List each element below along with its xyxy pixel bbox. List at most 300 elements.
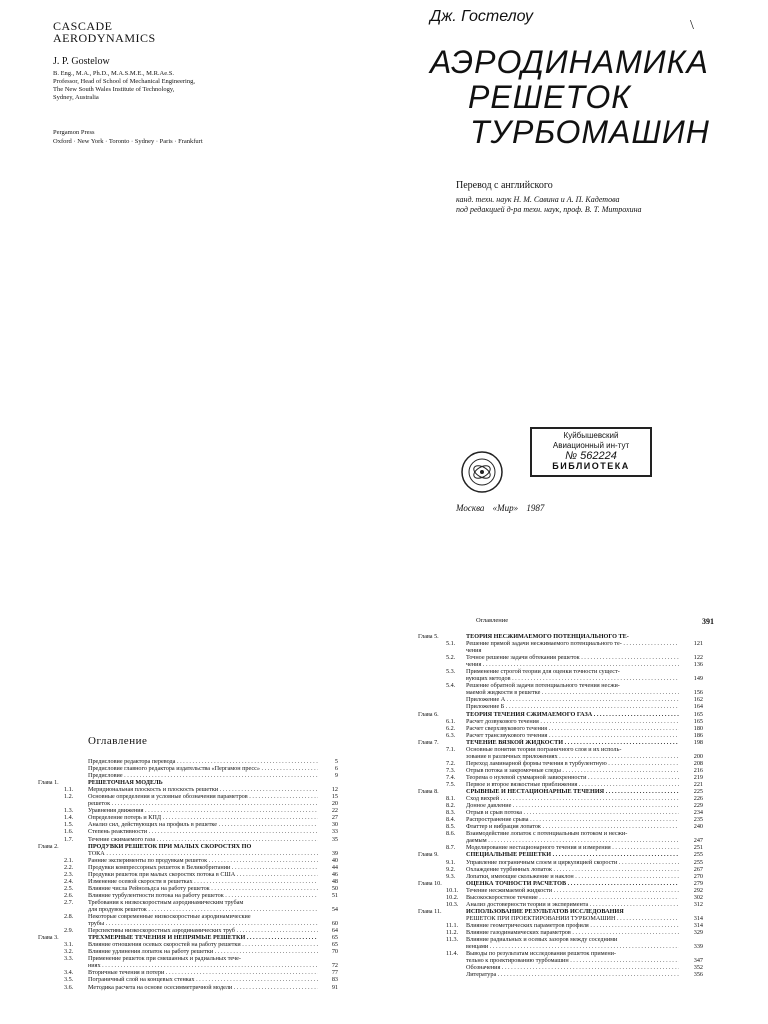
toc-entry-title: ТЕОРИЯ ТЕЧЕНИЯ СЖИМАЕМОГО ГАЗА . . . — [466, 711, 679, 718]
toc-section-number: 3.2. — [64, 948, 74, 956]
toc-page-number: 165 — [693, 710, 703, 718]
toc-entry — [418, 901, 703, 908]
toc-section-number — [64, 772, 88, 779]
toc-chapter-label — [38, 828, 64, 835]
toc-page-number — [318, 955, 338, 962]
toc-left-list — [38, 758, 338, 991]
toc-page-number: 314 — [693, 914, 703, 922]
russian-title-line2: РЕШЕТОК — [468, 79, 632, 115]
toc-entry-title: РЕШЕТОК ПРИ ПРОЕКТИРОВАНИИ ТУРБОМАШИН . . . — [466, 915, 679, 922]
toc-entry-title: ТЕОРИЯ НЕСЖИМАЕМОГО ПОТЕНЦИАЛЬНОГО ТЕ- — [466, 633, 629, 640]
toc-section-number — [446, 851, 466, 858]
toc-page-number: 226 — [693, 795, 703, 803]
toc-chapter-label — [418, 901, 446, 908]
toc-section-number — [446, 915, 466, 922]
toc-chapter-label — [38, 765, 64, 772]
toc-entry-title: ниях . . . — [88, 962, 318, 969]
toc-page-number: 12 — [331, 786, 338, 794]
toc-chapter-label — [418, 929, 446, 936]
toc-entry-title: Пограничный слой на концевых стенках . . . — [88, 976, 318, 983]
toc-page-number — [318, 843, 338, 850]
toc-entry-title: зование в различных приложениях . . . — [466, 753, 679, 760]
stamp-number: № 562224 — [565, 450, 617, 462]
toc-section-number — [446, 971, 466, 978]
toc-chapter-label — [418, 957, 446, 964]
russian-title-line1: АЭРОДИНАМИКА — [430, 44, 709, 80]
toc-section-number: 2.4. — [64, 877, 74, 885]
toc-page-number: 50 — [331, 884, 338, 892]
toc-page-number: 72 — [331, 962, 338, 970]
publisher-name: Pergamon Press — [53, 129, 95, 136]
toc-entry-title: Применение строгой теории для оценки точности сущест- — [466, 668, 620, 676]
toc-entry — [418, 774, 703, 781]
toc-entry — [38, 920, 338, 927]
toc-section-number: 6.2. — [446, 724, 456, 732]
toc-entry — [38, 836, 338, 843]
toc-section-number: 11.4. — [446, 950, 459, 958]
toc-section-number — [64, 800, 88, 807]
toc-entry-title: Ранние эксперименты по продувкам решеток . . . — [88, 857, 318, 864]
toc-entry — [38, 948, 338, 955]
toc-page-number: 15 — [331, 793, 338, 801]
toc-chapter-label — [38, 786, 64, 793]
toc-page-number — [679, 647, 703, 654]
imprint-publisher: «Мир» — [492, 503, 519, 513]
toc-entry-title: Влияние числа Рейнольдса на работу решеток . . . — [88, 885, 318, 892]
toc-chapter-label: Глава 3. — [38, 934, 59, 942]
toc-entry — [418, 851, 703, 858]
toc-chapter-label — [418, 725, 446, 732]
toc-entry-title: Продувки компрессорных решеток в Великобритании . . . — [88, 864, 318, 871]
toc-entry-title: Сход вихрей . . . — [466, 795, 679, 802]
toc-chapter-label — [418, 859, 446, 866]
toc-chapter-label — [418, 795, 446, 802]
toc-page-number: 27 — [331, 814, 338, 822]
toc-section-number — [64, 906, 88, 913]
toc-page-number: 329 — [693, 928, 703, 936]
toc-chapter-label: Глава 11. — [418, 907, 442, 915]
toc-entry-title: Отрыв потока и закромочные следы . . . — [466, 767, 679, 774]
toc-section-number — [446, 739, 466, 746]
toc-entry — [38, 800, 338, 807]
toc-section-number: 11.2. — [446, 928, 459, 936]
toc-chapter-label — [38, 885, 64, 892]
toc-entry-title: Определение потерь и КПД . . . — [88, 814, 318, 821]
toc-entry — [418, 696, 703, 703]
toc-entry — [418, 711, 703, 718]
toc-page-number: 255 — [693, 858, 703, 866]
toc-section-number — [446, 788, 466, 795]
toc-entry-title: Приложение А . . . — [466, 696, 679, 703]
toc-page-number: 39 — [331, 849, 338, 857]
toc-entry — [38, 976, 338, 983]
toc-chapter-label — [418, 675, 446, 682]
toc-section-number: 2.8. — [64, 913, 74, 921]
russian-title-line3: ТУРБОМАШИН — [470, 114, 710, 150]
toc-entry — [418, 753, 703, 760]
credentials-line: B. Eng., M.A., Ph.D., M.A.S.M.E., M.R.Ae.S. — [53, 70, 174, 77]
toc-page-number: 35 — [331, 835, 338, 843]
toc-section-number: 8.3. — [446, 809, 456, 817]
toc-chapter-label — [418, 943, 446, 950]
toc-section-number: 1.3. — [64, 807, 74, 815]
toc-page-number: 54 — [331, 905, 338, 913]
toc-section-number — [446, 943, 466, 950]
toc-page-number: 229 — [693, 802, 703, 810]
toc-entry-title: Анализ достоверности теории и эксперимента . . . — [466, 901, 679, 908]
toc-page-number — [679, 950, 703, 957]
toc-page-number: 9 — [334, 772, 338, 780]
toc-section-number — [64, 920, 88, 927]
toc-entry-title: Требования к низкоскоростным аэродинамическим трубам — [88, 898, 244, 906]
page-mark: \ — [690, 18, 694, 33]
toc-entry-title: Отрыв и срыв потока . . . — [466, 809, 679, 816]
toc-entry — [418, 739, 703, 746]
toc-entry-title: Меридиональная плоскость и плоскость решетки . . . — [88, 786, 318, 793]
toc-section-number — [446, 880, 466, 887]
toc-section-number: 9.3. — [446, 872, 456, 880]
imprint-city: Москва — [456, 503, 485, 513]
toc-entry — [38, 934, 338, 941]
toc-section-number: 5.4. — [446, 682, 456, 690]
toc-section-number — [446, 711, 466, 718]
toc-section-number: 6.3. — [446, 731, 456, 739]
toc-chapter-label — [38, 878, 64, 885]
toc-page-number: 20 — [331, 800, 338, 808]
toc-entry — [418, 908, 703, 915]
toc-page-number: 70 — [331, 948, 338, 956]
english-book-title — [53, 20, 156, 44]
toc-page-number — [318, 899, 338, 906]
toc-entry — [418, 866, 703, 873]
toc-entry-title: Методика расчета на основе осесимметричной модели . . . — [88, 984, 318, 991]
toc-section-number — [64, 758, 88, 765]
toc-entry-title: Предисловие . . . — [88, 772, 318, 779]
toc-entry-title: Перспективы низкоскоростных аэродинамических труб . . . — [88, 927, 318, 934]
toc-page-number: 221 — [693, 780, 703, 788]
toc-entry-title: для продувок решеток . . . — [88, 906, 318, 913]
toc-entry-title: Анализ сил, действующих на профиль в решетке . . . — [88, 821, 318, 828]
toc-chapter-label — [38, 772, 64, 779]
toc-chapter-label — [418, 718, 446, 725]
english-title-line2: AERODYNAMICS — [53, 31, 156, 45]
toc-entry — [418, 971, 703, 978]
toc-section-number: 1.6. — [64, 828, 74, 836]
toc-entry — [38, 807, 338, 814]
toc-entry — [418, 950, 703, 957]
toc-entry — [418, 633, 703, 640]
toc-section-number — [446, 837, 466, 844]
toc-chapter-label — [418, 689, 446, 696]
toc-entry-title: Первое и второе вязкостные приближения . . . — [466, 781, 679, 788]
toc-page-number: 65 — [331, 941, 338, 949]
toc-page-number: 198 — [693, 738, 703, 746]
toc-entry-title: Влияние радиальных и осевых зазоров между соседними — [466, 936, 618, 944]
toc-section-number: 2.6. — [64, 891, 74, 899]
toc-entry-title: СПЕЦИАЛЬНЫЕ РЕШЕТКИ . . . — [466, 851, 679, 858]
toc-chapter-label — [418, 837, 446, 844]
toc-entry — [418, 767, 703, 774]
toc-chapter-label — [418, 802, 446, 809]
toc-entry-title: Высокоскоростное течение . . . — [466, 894, 679, 901]
toc-section-number — [446, 675, 466, 682]
toc-entry — [38, 955, 338, 962]
toc-chapter-label — [418, 647, 446, 654]
toc-section-number: 10.3. — [446, 900, 459, 908]
toc-page-number: 91 — [331, 983, 338, 991]
toc-page-number: 22 — [331, 807, 338, 815]
toc-entry — [38, 892, 338, 899]
toc-chapter-label — [418, 781, 446, 788]
toc-entry — [418, 647, 703, 654]
translation-note: Перевод с английского — [456, 180, 553, 191]
toc-page-number: 121 — [693, 640, 703, 648]
toc-chapter-label: Глава 7. — [418, 738, 439, 746]
toc-entry-title: ТРЕХМЕРНЫЕ ТЕЧЕНИЯ И НЕПРЯМЫЕ РЕШЕТКИ . . . — [88, 934, 318, 941]
toc-chapter-label — [38, 906, 64, 913]
toc-entry-title: Точное решение задачи обтекания решеток . . . — [466, 654, 679, 661]
toc-page-number — [679, 668, 703, 675]
toc-entry — [418, 781, 703, 788]
toc-page-number — [679, 936, 703, 943]
toc-page-number: 339 — [693, 943, 703, 951]
toc-entry-title: Выводы по результатам исследования решеток примени- — [466, 950, 617, 958]
toc-chapter-label — [418, 682, 446, 689]
toc-chapter-label — [38, 920, 64, 927]
toc-entry — [418, 682, 703, 689]
toc-entry — [418, 760, 703, 767]
toc-entry — [418, 837, 703, 844]
toc-page-number — [679, 746, 703, 753]
stamp-line1: Куйбышевский — [563, 431, 619, 440]
toc-chapter-label — [418, 964, 446, 971]
toc-page-number: 164 — [693, 703, 703, 711]
toc-chapter-label: Глава 1. — [38, 779, 59, 787]
toc-right-list — [418, 633, 703, 978]
toc-entry-title: Влияние газодинамических параметров . . . — [466, 929, 679, 936]
toc-entry-title: СРЫВНЫЕ И НЕСТАЦИОНАРНЫЕ ТЕЧЕНИЯ . . . — [466, 788, 679, 795]
toc-section-number: 11.1. — [446, 921, 459, 929]
toc-chapter-label — [38, 800, 64, 807]
toc-entry — [38, 906, 338, 913]
toc-entry — [38, 969, 338, 976]
toc-entry-title: Предисловие редактора перевода . . . — [88, 758, 318, 765]
toc-section-number: 2.3. — [64, 870, 74, 878]
institution-line: The New South Wales Institute of Technology, — [53, 86, 175, 93]
toc-entry — [38, 864, 338, 871]
toc-entry — [38, 821, 338, 828]
toc-entry-title: маемой жидкости в решетке . . . — [466, 689, 679, 696]
toc-page-number: 251 — [693, 844, 703, 852]
toc-entry — [418, 915, 703, 922]
toc-entry — [38, 984, 338, 991]
toc-page-number: 180 — [693, 724, 703, 732]
toc-entry-title: ТЕЧЕНИЕ ВЯЗКОЙ ЖИДКОСТИ . . . — [466, 739, 679, 746]
toc-section-number: 3.4. — [64, 969, 74, 977]
toc-chapter-label — [418, 915, 446, 922]
toc-entry-title: Влияние геометрических параметров профиля . . . — [466, 922, 679, 929]
toc-entry-title: Расчет дозвукового течения . . . — [466, 718, 679, 725]
toc-page-number: 292 — [693, 886, 703, 894]
toc-entry — [38, 772, 338, 779]
toc-chapter-label — [38, 941, 64, 948]
translators-block — [456, 195, 756, 215]
russian-author: Дж. Гостелоу — [430, 8, 533, 25]
toc-entry-title: Теорема о нулевой суммарной завихренности . . . — [466, 774, 679, 781]
toc-section-number: 8.2. — [446, 802, 456, 810]
toc-entry-title: Распространение срыва . . . — [466, 816, 679, 823]
toc-page-number: 122 — [693, 654, 703, 662]
toc-chapter-label: Глава 6. — [418, 710, 439, 718]
toc-entry-title: ПРОДУВКИ РЕШЕТОК ПРИ МАЛЫХ СКОРОСТЯХ ПО — [88, 842, 252, 850]
toc-section-number: 7.4. — [446, 773, 456, 781]
toc-section-number: 9.2. — [446, 865, 456, 873]
toc-entry — [418, 894, 703, 901]
toc-entry — [38, 828, 338, 835]
toc-entry — [38, 913, 338, 920]
toc-page-number: 77 — [331, 969, 338, 977]
toc-chapter-label — [38, 871, 64, 878]
toc-page-number: 255 — [693, 851, 703, 859]
toc-chapter-label — [418, 866, 446, 873]
toc-entry-title: Основные определения и условные обозначения параметров . . . — [88, 793, 318, 800]
toc-entry-title: Расчет трансзвукового течения . . . — [466, 732, 679, 739]
toc-page-number: 356 — [693, 971, 703, 979]
toc-chapter-label — [418, 703, 446, 710]
toc-section-number: 1.2. — [64, 793, 74, 801]
toc-entry-title: Продувки решеток при малых скоростях потока в США . . . — [88, 871, 318, 878]
toc-page-number: 136 — [693, 661, 703, 669]
toc-page-number: 162 — [693, 696, 703, 704]
toc-entry — [38, 871, 338, 878]
toc-entry-title: ОЦЕНКА ТОЧНОСТИ РАСЧЕТОВ . . . — [466, 880, 679, 887]
toc-entry-title: Влияние отношения осевых скоростей на работу решетки . . . — [88, 941, 318, 948]
toc-page-number — [679, 682, 703, 689]
toc-entry — [418, 880, 703, 887]
toc-entry — [38, 857, 338, 864]
english-author-credentials — [53, 70, 273, 102]
toc-section-number: 2.2. — [64, 863, 74, 871]
toc-entry — [418, 859, 703, 866]
toc-entry — [418, 964, 703, 971]
toc-page-number — [318, 913, 338, 920]
toc-page-number: 33 — [331, 828, 338, 836]
toc-chapter-label — [418, 696, 446, 703]
toc-section-number — [64, 765, 88, 772]
toc-page-number: 267 — [693, 865, 703, 873]
toc-chapter-label — [418, 830, 446, 837]
toc-section-number — [446, 633, 466, 640]
toc-entry — [38, 843, 338, 850]
translators-line: канд. техн. наук Н. М. Савина и А. П. Кадетова — [456, 195, 620, 204]
toc-section-number: 3.1. — [64, 941, 74, 949]
toc-entry — [418, 661, 703, 668]
toc-entry-title: Предисловие главного редактора издательства «Пергамон пресс» . . . — [88, 765, 318, 772]
toc-chapter-label — [418, 767, 446, 774]
toc-entry — [38, 899, 338, 906]
toc-page-number: 225 — [693, 788, 703, 796]
toc-section-number — [446, 964, 466, 971]
publisher-seal-icon — [460, 450, 504, 494]
toc-entry — [418, 654, 703, 661]
toc-section-number — [446, 703, 466, 710]
toc-entry — [418, 802, 703, 809]
toc-entry-title: ИСПОЛЬЗОВАНИЕ РЕЗУЛЬТАТОВ ИССЛЕДОВАНИЯ — [466, 907, 624, 915]
toc-page-number — [679, 908, 703, 915]
toc-chapter-label: Глава 8. — [418, 788, 439, 796]
toc-page-number: 30 — [331, 821, 338, 829]
toc-chapter-label — [418, 922, 446, 929]
toc-section-number: 10.2. — [446, 893, 459, 901]
toc-page-number: 216 — [693, 766, 703, 774]
toc-entry-title: чения . . . — [466, 661, 679, 668]
toc-page-number: 44 — [331, 863, 338, 871]
toc-chapter-label — [418, 753, 446, 760]
toc-left-heading: Оглавление — [88, 735, 148, 747]
toc-section-number: 7.1. — [446, 745, 456, 753]
toc-entry — [38, 814, 338, 821]
toc-section-number: 1.7. — [64, 835, 74, 843]
toc-entry-title: Расчет сверхзвукового течения . . . — [466, 725, 679, 732]
toc-section-number — [446, 753, 466, 760]
toc-entry-title: Применение решеток при смешанных и радиальных тече- — [88, 955, 241, 963]
toc-entry-title: Некоторые современные низкоскоростные аэродинамические — [88, 913, 251, 921]
toc-section-number: 2.9. — [64, 927, 74, 935]
toc-entry-title: Изменение осевой скорости в решетках . . . — [88, 878, 318, 885]
toc-section-number: 1.5. — [64, 821, 74, 829]
toc-chapter-label — [38, 955, 64, 962]
toc-page-number: 165 — [693, 717, 703, 725]
toc-chapter-label: Глава 9. — [418, 851, 439, 859]
toc-section-number: 11.3. — [446, 936, 459, 944]
toc-chapter-label — [418, 936, 446, 943]
toc-page-number: 347 — [693, 957, 703, 965]
toc-entry-title: Течение несжимаемой жидкости . . . — [466, 887, 679, 894]
toc-entry — [418, 689, 703, 696]
toc-chapter-label — [418, 844, 446, 851]
toc-section-number — [446, 647, 466, 654]
toc-entry — [418, 957, 703, 964]
toc-page-number: 219 — [693, 773, 703, 781]
toc-section-number: 8.7. — [446, 844, 456, 852]
toc-section-number: 9.1. — [446, 858, 456, 866]
toc-entry-title: РЕШЕТОЧНАЯ МОДЕЛЬ — [88, 779, 163, 787]
toc-entry — [38, 758, 338, 765]
stamp-line3: БИБЛИОТЕКА — [552, 461, 630, 471]
toc-entry — [418, 640, 703, 647]
toc-page-number: 40 — [331, 856, 338, 864]
toc-entry-title: Литература . . . — [466, 971, 679, 978]
toc-chapter-label: Глава 10. — [418, 879, 442, 887]
toc-chapter-label — [38, 836, 64, 843]
toc-entry — [418, 922, 703, 929]
toc-section-number: 8.1. — [446, 795, 456, 803]
toc-entry — [38, 941, 338, 948]
toc-entry — [418, 746, 703, 753]
toc-chapter-label — [38, 807, 64, 814]
library-stamp — [530, 427, 652, 477]
toc-section-number — [446, 689, 466, 696]
toc-entry-title: чения — [466, 647, 482, 655]
toc-chapter-label: Глава 2. — [38, 842, 59, 850]
toc-entry — [418, 732, 703, 739]
toc-entry — [38, 962, 338, 969]
publisher-cities: Oxford · New York · Toronto · Sydney · Paris · Frankfurt — [53, 138, 203, 145]
toc-page-number: 6 — [334, 765, 338, 773]
toc-entry — [418, 788, 703, 795]
toc-entry-title: вующих методов . . . — [466, 675, 679, 682]
english-author: J. P. Gostelow — [53, 56, 110, 67]
